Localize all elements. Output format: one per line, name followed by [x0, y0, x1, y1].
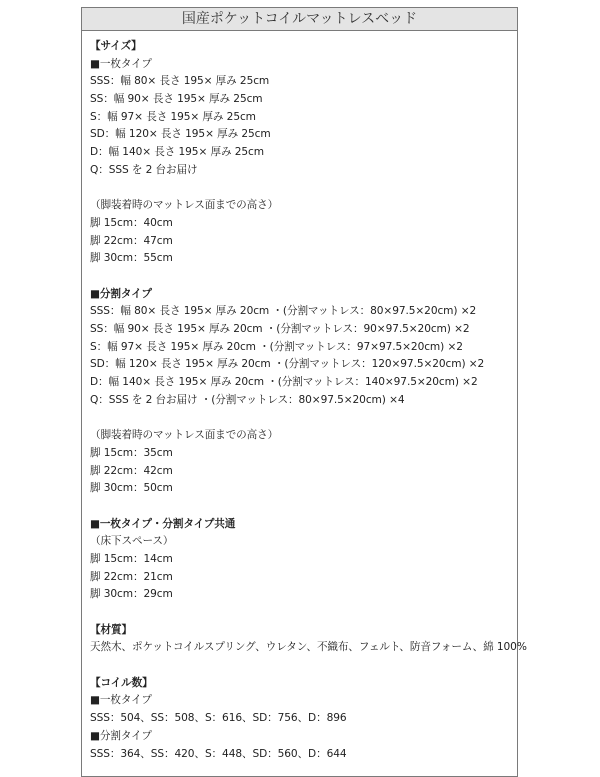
- spec-line: Q：SSS を 2 台お届け ・(分割マットレス：80×97.5×20cm) ×4: [90, 393, 405, 406]
- blank-line: [90, 268, 513, 286]
- spec-line: 脚 22cm：21cm: [90, 570, 173, 583]
- spec-line: SS：幅 90× 長さ 195× 厚み 25cm: [90, 93, 263, 106]
- panel-title: 国産ポケットコイルマットレスベッド: [82, 8, 517, 31]
- blank-line: [90, 180, 513, 198]
- section-heading: 【コイル数】: [90, 676, 153, 689]
- spec-line: D：幅 140× 長さ 195× 厚み 25cm: [90, 146, 264, 159]
- spec-line: 脚 22cm：42cm: [90, 464, 173, 477]
- spec-line: S：幅 97× 長さ 195× 厚み 20cm ・(分割マットレス：97×97.5×20cm) ×2: [90, 340, 463, 353]
- spec-line: 脚 22cm：47cm: [90, 234, 173, 247]
- spec-line: ■分割タイプ: [90, 729, 152, 742]
- spec-line: （脚装着時のマットレス面までの高さ）: [90, 429, 279, 442]
- section-heading: 【サイズ】: [90, 40, 142, 52]
- spec-line: SSS：364、SS：420、S：448、SD：560、D：644: [90, 747, 347, 760]
- spec-line: D：幅 140× 長さ 195× 厚み 20cm ・(分割マットレス：140×97.5×20cm) ×2: [90, 376, 478, 389]
- spec-line: 脚 15cm：35cm: [90, 446, 173, 459]
- spec-line: Q：SSS を 2 台お届け: [90, 163, 198, 176]
- spec-line: 脚 15cm：14cm: [90, 552, 173, 565]
- spec-line: SD：幅 120× 長さ 195× 厚み 20cm ・(分割マットレス：120×97.5×20cm) ×2: [90, 358, 485, 371]
- spec-panel: [81, 7, 527, 777]
- spec-line: S：幅 97× 長さ 195× 厚み 25cm: [90, 110, 256, 123]
- spec-line: SD：幅 120× 長さ 195× 厚み 25cm: [90, 128, 271, 141]
- blank-line: [90, 604, 513, 622]
- spec-line: 脚 30cm：29cm: [90, 588, 173, 601]
- spec-line: ■一枚タイプ: [90, 57, 152, 70]
- section-heading: 【材質】: [90, 623, 132, 636]
- blank-line: [90, 409, 513, 427]
- spec-line: ■一枚タイプ: [90, 694, 152, 707]
- blank-line: [90, 498, 513, 516]
- section-heading: ■分割タイプ: [90, 287, 152, 300]
- section-heading: ■一枚タイプ・分割タイプ共通: [90, 517, 236, 530]
- spec-content: [90, 38, 527, 763]
- spec-line: SSS：504、SS：508、S：616、SD：756、D：896: [90, 712, 347, 725]
- spec-line: （脚装着時のマットレス面までの高さ）: [90, 199, 279, 212]
- spec-line: 脚 30cm：50cm: [90, 482, 173, 495]
- spec-line: 脚 30cm：55cm: [90, 252, 173, 265]
- spec-line: （床下スペース）: [90, 535, 174, 548]
- spec-line: 天然木、ポケットコイルスプリング、ウレタン、不織布、フェルト、防音フォーム、綿 100%: [90, 641, 527, 654]
- spec-line: SSS：幅 80× 長さ 195× 厚み 25cm: [90, 75, 270, 88]
- spec-line: 脚 15cm：40cm: [90, 216, 173, 229]
- blank-line: [90, 657, 513, 675]
- spec-line: SS：幅 90× 長さ 195× 厚み 20cm ・(分割マットレス：90×97.5×20cm) ×2: [90, 323, 470, 335]
- spec-line: SSS：幅 80× 長さ 195× 厚み 20cm ・(分割マットレス：80×97.5×20cm) ×2: [90, 305, 477, 318]
